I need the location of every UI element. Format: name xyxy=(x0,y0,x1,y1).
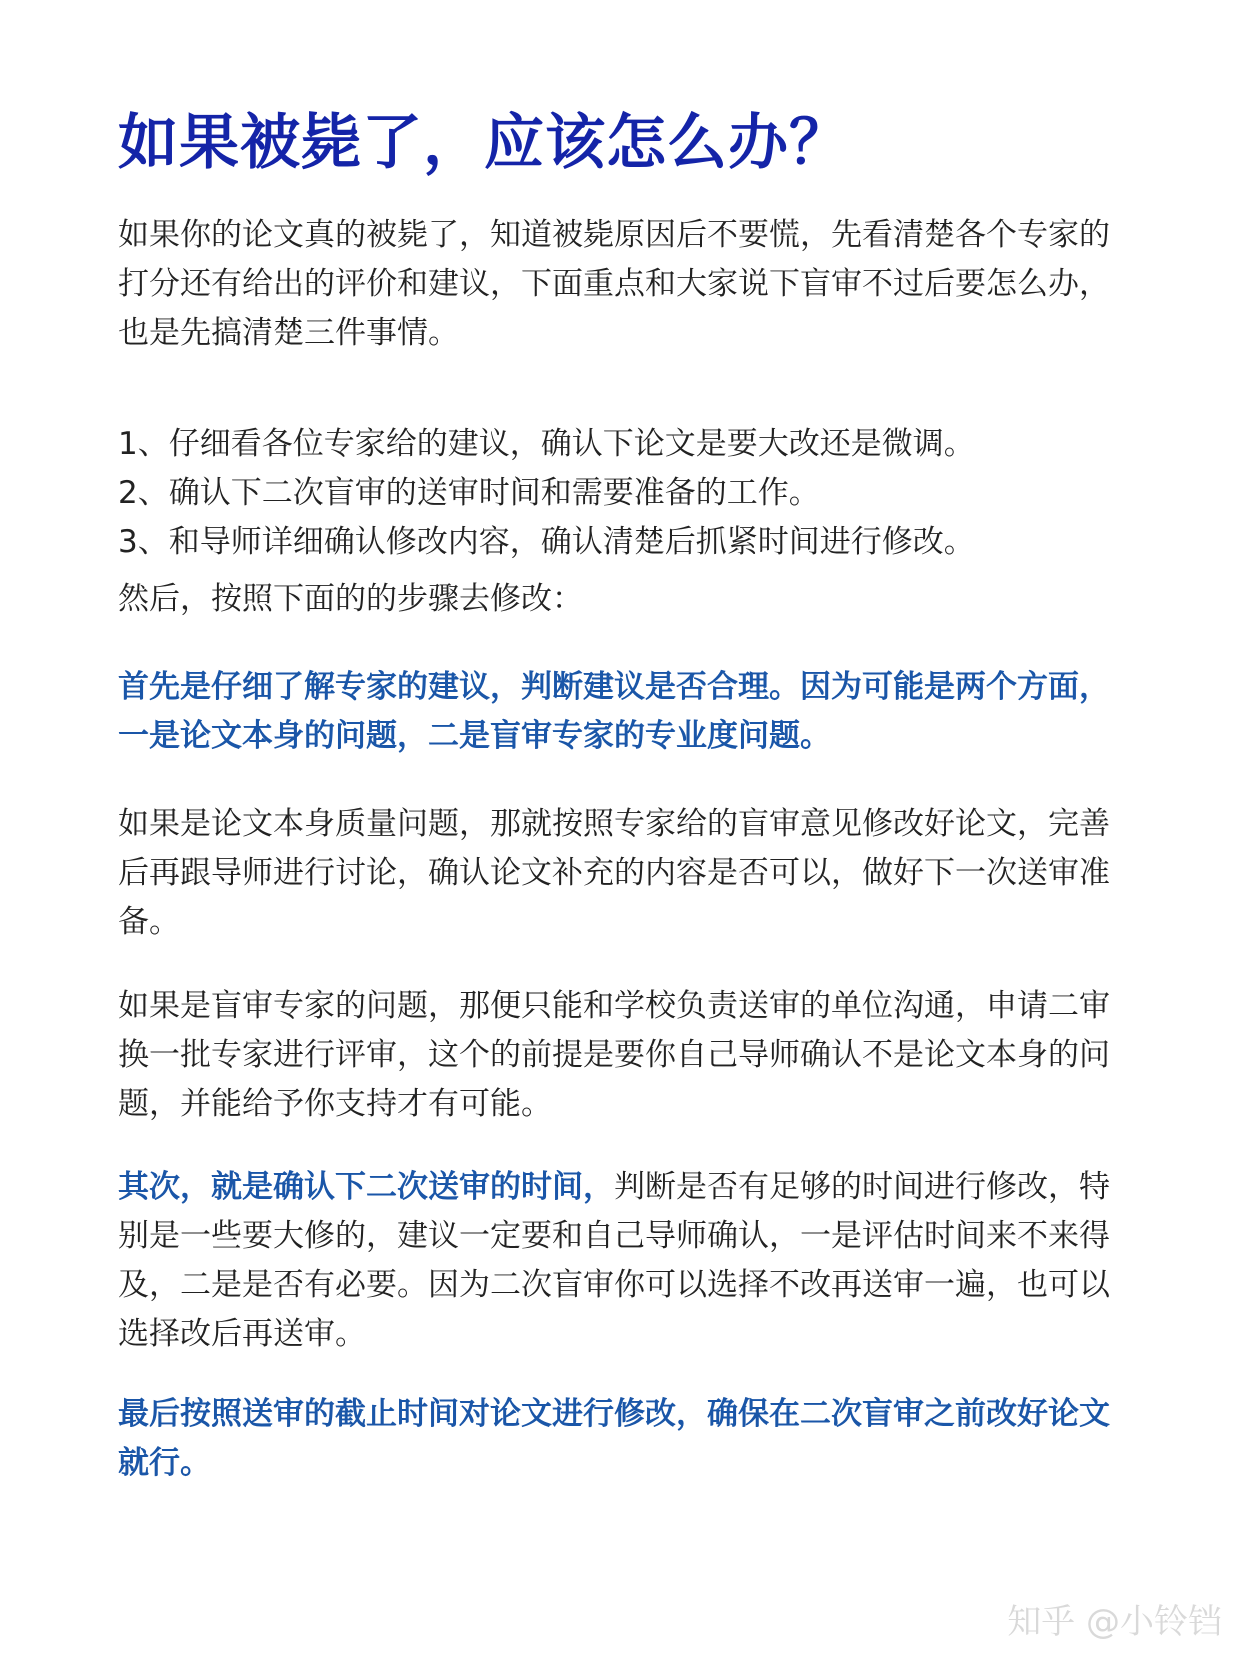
second-highlight-text: 其次，就是确认下二次送审的时间， xyxy=(118,1169,614,1205)
page-title: 如果被毙了，应该怎么办？ xyxy=(118,108,850,178)
case-paper-paragraph: 如果是论文本身质量问题，那就按照专家给的盲审意见修改好论文，完善后再跟导师进行讨论，确认论文补充的内容是否可以，做好下一次送审准备。 xyxy=(118,806,1110,940)
second-rest-text: 判断是否有足够的时间进行修改，特别是一些要大修的，建议一定要和自己导师确认，一是评估时间来不来得及，二是是否有必要。因为二次盲审你可以选择不改再送审一遍，也可以选择改后再送审。 xyxy=(118,1169,1110,1352)
zhihu-watermark: 知乎 @小铃铛 xyxy=(1007,1602,1222,1642)
intro-paragraph: 如果你的论文真的被毙了，知道被毙原因后不要慌，先看清楚各个专家的打分还有给出的评价和建议，下面重点和大家说下盲审不过后要怎么办，也是先搞清楚三件事情。 xyxy=(118,217,1110,351)
steps-list xyxy=(118,420,1118,567)
list-item: 1、仔细看各位专家给的建议，确认下论文是要大改还是微调。 xyxy=(118,426,975,462)
last-highlight-paragraph: 最后按照送审的截止时间对论文进行修改，确保在二次盲审之前改好论文就行。 xyxy=(118,1396,1110,1481)
then-paragraph: 然后，按照下面的的步骤去修改： xyxy=(118,581,583,617)
list-item: 2、确认下二次盲审的送审时间和需要准备的工作。 xyxy=(118,475,820,511)
list-item: 3、和导师详细确认修改内容，确认清楚后抓紧时间进行修改。 xyxy=(118,524,975,560)
second-paragraph xyxy=(118,1163,1118,1359)
case-expert-paragraph: 如果是盲审专家的问题，那便只能和学校负责送审的单位沟通，申请二审换一批专家进行评审，这个的前提是要你自己导师确认不是论文本身的问题，并能给予你支持才有可能。 xyxy=(118,988,1110,1122)
first-highlight-paragraph: 首先是仔细了解专家的建议，判断建议是否合理。因为可能是两个方面，一是论文本身的问题，二是盲审专家的专业度问题。 xyxy=(118,669,1110,754)
